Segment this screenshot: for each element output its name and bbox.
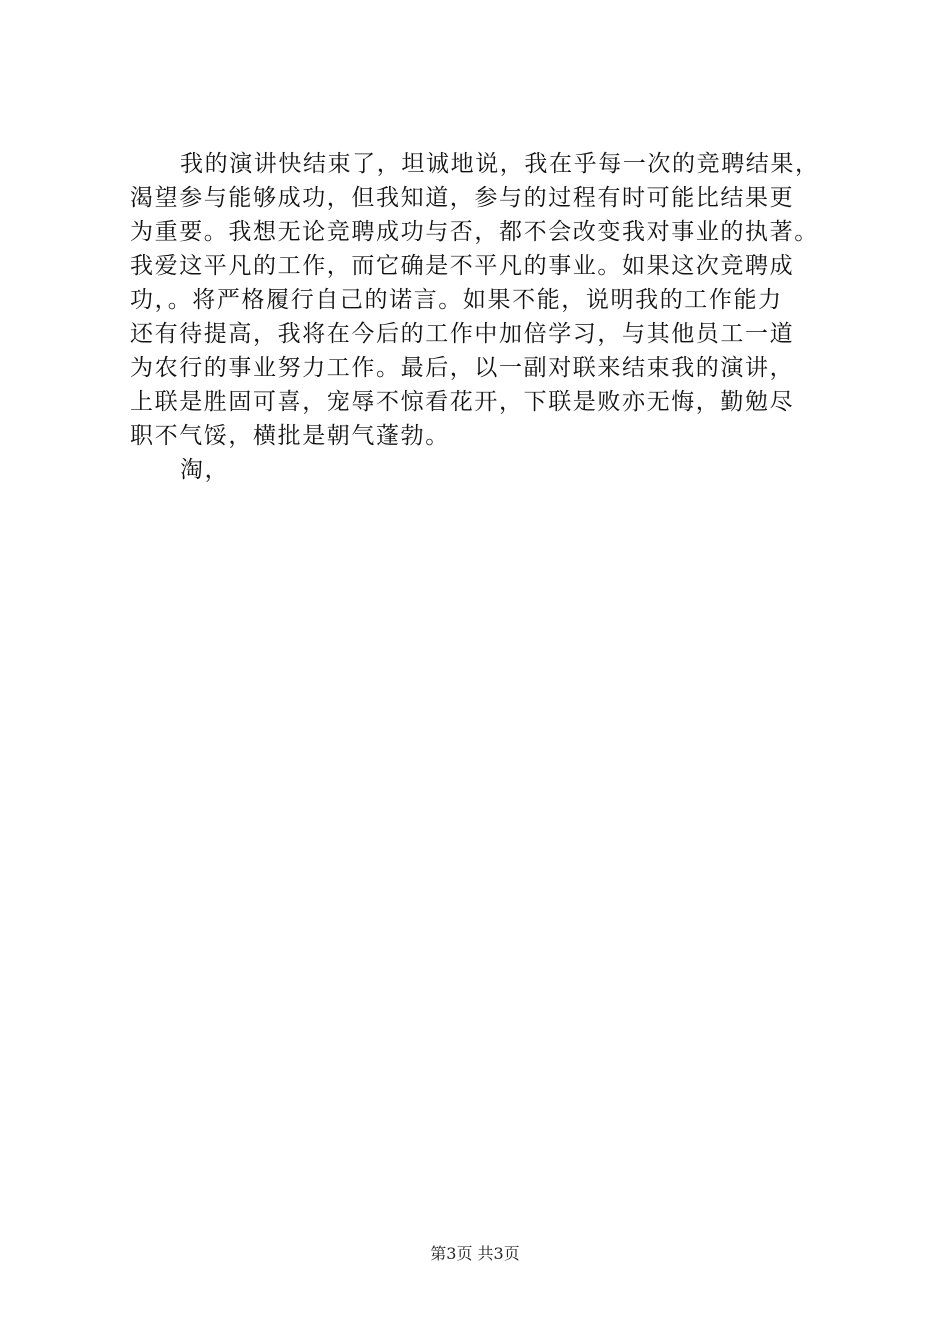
paragraph-line: 淘， xyxy=(180,457,230,483)
paragraph-line: 我爱这平凡的工作，而它确是不平凡的事业。如果这次竞聘成 xyxy=(130,253,795,279)
paragraph-line: 为重要。我想无论竞聘成功与否，都不会改变我对事业的执著。 xyxy=(130,219,819,245)
page-number-footer: 第3页 共3页 xyxy=(430,1244,520,1263)
paragraph-line: 还有待提高，我将在今后的工作中加倍学习，与其他员工一道 xyxy=(130,321,795,347)
speech-body xyxy=(130,147,850,487)
paragraph-line: 我的演讲快结束了，坦诚地说，我在乎每一次的竞聘结果， xyxy=(180,151,820,177)
paragraph-line: 职不气馁，横批是朝气蓬勃。 xyxy=(130,423,450,449)
paragraph-line: 上联是胜固可喜，宠辱不惊看花开，下联是败亦无悔，勤勉尽 xyxy=(130,389,795,415)
paragraph-line: 渴望参与能够成功，但我知道，参与的过程有时可能比结果更 xyxy=(130,185,795,211)
paragraph-line: 功，。将严格履行自己的诺言。如果不能，说明我的工作能力 xyxy=(130,287,783,313)
paragraph-line: 为农行的事业努力工作。最后，以一副对联来结束我的演讲， xyxy=(130,355,795,381)
